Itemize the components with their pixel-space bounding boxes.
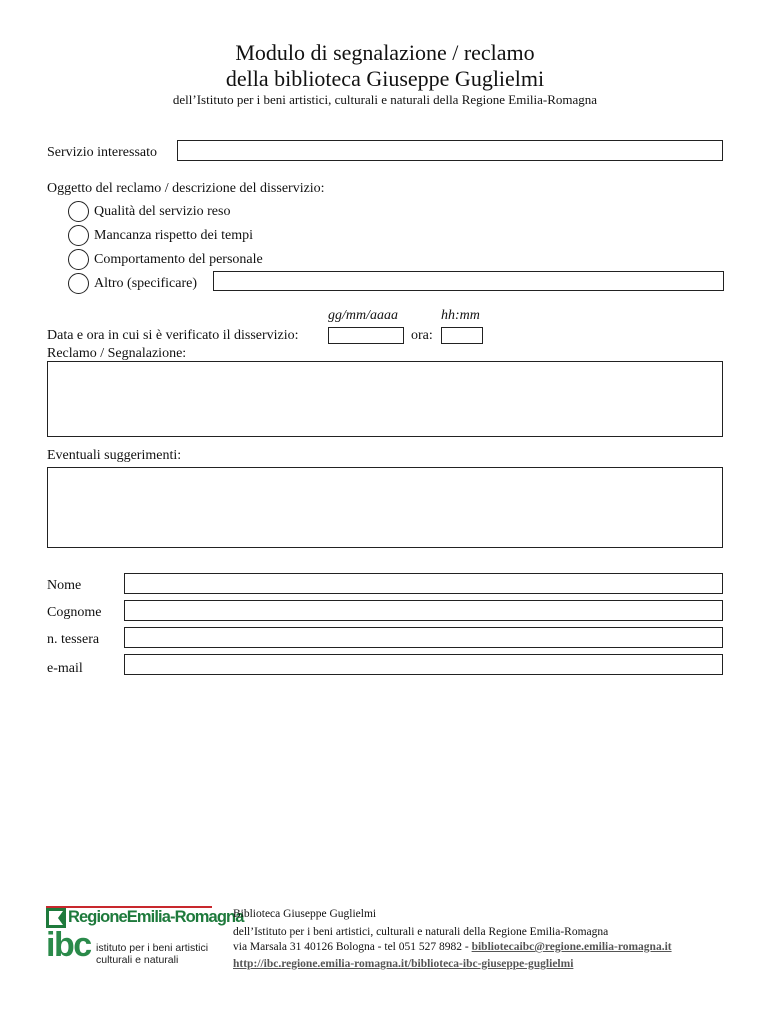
data-ora-label: Data e ora in cui si è verificato il disservizio: <box>47 328 299 343</box>
ibc-logo-line1: istituto per i beni artistici <box>96 942 209 954</box>
option-tempi-label: Mancanza rispetto dei tempi <box>94 228 253 243</box>
form-subtitle: dell’Istituto per i beni artistici, culturali e naturali della Regione Emilia-Romagna <box>172 92 598 107</box>
date-format-hint: gg/mm/aaaa <box>328 308 398 323</box>
footer-address-line <box>233 939 672 955</box>
reclamo-label: Reclamo / Segnalazione: <box>47 346 187 361</box>
footer-institute: dell’Istituto per i beni artistici, culturali e naturali della Regione Emilia-Romagna <box>233 926 609 938</box>
form-title-line2: della biblioteca Giuseppe Guglielmi <box>225 66 545 91</box>
date-input[interactable] <box>328 327 404 344</box>
option-altro-label: Altro (specificare) <box>94 276 197 291</box>
option-tempi-radio[interactable] <box>68 225 89 246</box>
footer-email-link[interactable]: bibliotecaibc@regione.emilia-romagna.it <box>471 941 672 953</box>
cognome-input[interactable] <box>124 600 723 621</box>
ora-label: ora: <box>411 328 433 343</box>
rer-logo-text: RegioneEmilia-Romagna <box>68 908 244 926</box>
suggerimenti-label: Eventuali suggerimenti: <box>47 448 182 463</box>
email-input[interactable] <box>124 654 723 675</box>
servizio-input[interactable] <box>177 140 723 161</box>
servizio-label: Servizio interessato <box>47 145 158 160</box>
ibc-logo-line2: culturali e naturali <box>96 954 179 966</box>
tessera-label: n. tessera <box>47 632 100 647</box>
nome-input[interactable] <box>124 573 723 594</box>
option-altro-radio[interactable] <box>68 273 89 294</box>
ibc-logo <box>46 926 216 968</box>
oggetto-label: Oggetto del reclamo / descrizione del disservizio: <box>47 181 325 196</box>
nome-label: Nome <box>47 578 82 593</box>
tessera-input[interactable] <box>124 627 723 648</box>
time-format-hint: hh:mm <box>441 308 480 323</box>
cognome-label: Cognome <box>47 605 102 620</box>
footer-library-name: Biblioteca Giuseppe Guglielmi <box>233 908 377 920</box>
suggerimenti-textarea[interactable] <box>47 467 723 548</box>
form-title-line1: Modulo di segnalazione / reclamo <box>235 40 535 65</box>
email-label: e-mail <box>47 661 83 676</box>
option-personale-label: Comportamento del personale <box>94 252 263 267</box>
altro-specificare-input[interactable] <box>213 271 724 291</box>
footer-url-link[interactable]: http://ibc.regione.emilia-romagna.it/biblioteca-ibc-giuseppe-guglielmi <box>233 958 574 970</box>
option-qualita-label: Qualità del servizio reso <box>94 204 231 219</box>
footer-address: via Marsala 31 40126 Bologna - tel 051 527 8982 - <box>233 941 472 953</box>
option-qualita-radio[interactable] <box>68 201 89 222</box>
reclamo-textarea[interactable] <box>47 361 723 437</box>
time-input[interactable] <box>441 327 483 344</box>
option-personale-radio[interactable] <box>68 249 89 270</box>
ibc-logo-text: ibc <box>46 926 91 964</box>
